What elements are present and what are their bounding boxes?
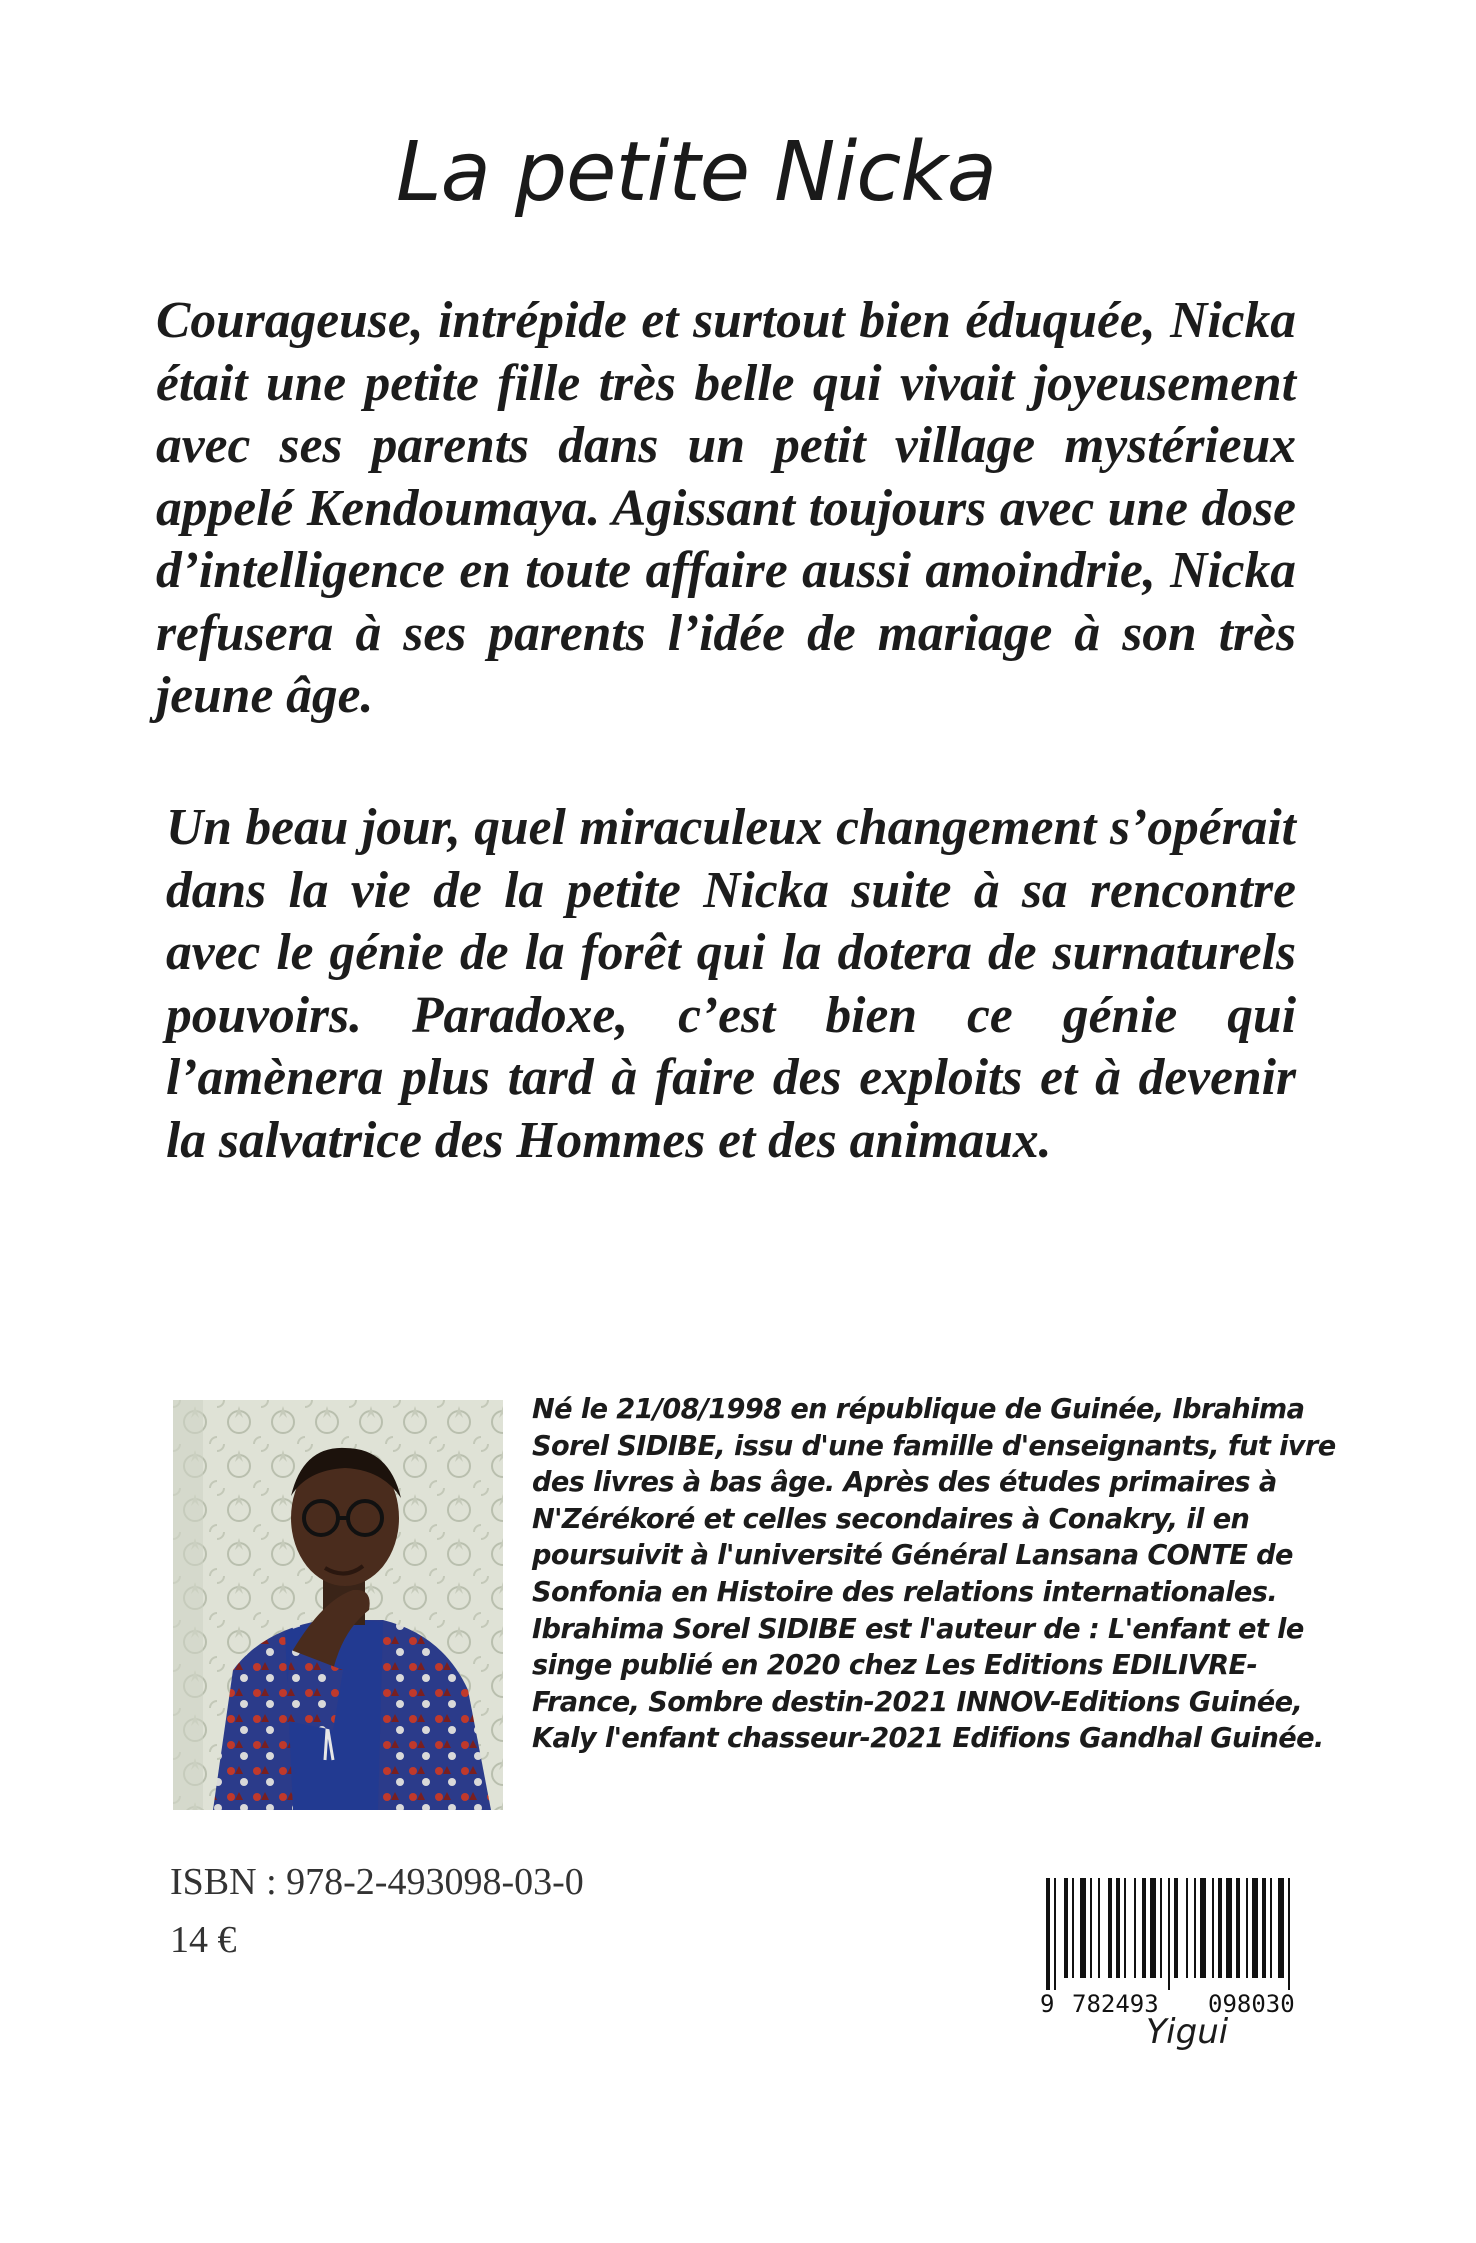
barcode-bar [1212,1878,1214,1978]
barcode-bar [1186,1878,1188,1978]
barcode-digit-lead: 9 [1040,1990,1055,2018]
barcode-bar [1064,1878,1068,1978]
barcode-bar [1174,1878,1178,1978]
barcode-bar [1200,1878,1206,1978]
barcode-bar [1252,1878,1258,1978]
barcode-bar [1150,1878,1156,1978]
barcode-bar [1168,1878,1170,1990]
synopsis-paragraph-2: Un beau jour, quel miraculeux changement s’opérait dans la vie de la petite Nicka suite à sa rencontre avec le génie de la forêt qui la dotera de surnaturels pouvoirs. Paradoxe, c’est bien ce génie qui l’amènera plus tard à faire des exploits et à devenir la salvatrice des Hommes et des animaux. [166,799,1296,1169]
barcode-bar [1116,1878,1120,1978]
author-photo [173,1400,503,1810]
barcode-bar [1046,1878,1050,1990]
price-label: 14 € [170,1919,237,1961]
barcode-bar [1090,1878,1092,1978]
barcode-bar [1080,1878,1086,1978]
barcode-bar [1288,1878,1290,1990]
barcode-bar [1054,1878,1056,1990]
barcode [1040,1878,1328,1992]
barcode-bar [1194,1878,1196,1978]
barcode-bar [1108,1878,1112,1978]
barcode-bar [1124,1878,1126,1978]
barcode-digit-group-right: 098030 [1208,1990,1295,2018]
barcode-bar [1278,1878,1284,1978]
barcode-bar [1246,1878,1248,1978]
author-bio: Né le 21/08/1998 en république de Guinée, Ibrahima Sorel SIDIBE, issu d'une famille d'enseignants, fut ivre des livres à bas âge. Après des études primaires à N'Zérékoré et celles secondaires à Conakry, il en poursuivit à l'université Général Lansana CONTE de Sonfonia en Histoire des relations internationales. Ibrahima Sorel SIDIBE est l'auteur de : L'enfant et le singe publié en 2020 chez Les Editions EDILIVRE-France, Sombre destin-2021 INNOV-Editions Guinée, Kaly l'enfant chasseur-2021 Edifions Gandhal Guinée. [532,1394,1336,1755]
isbn-label: ISBN : 978-2-493098-03-0 [170,1861,584,1903]
barcode-bar [1160,1878,1162,1978]
barcode-bar [1226,1878,1232,1978]
barcode-digit-group-left: 782493 [1072,1990,1159,2018]
barcode-bars [1040,1878,1328,1992]
author-portrait-illustration [173,1400,503,1810]
barcode-bar [1134,1878,1136,1978]
barcode-bar [1270,1878,1272,1978]
book-title: La petite Nicka [396,125,997,220]
synopsis-paragraph-1: Courageuse, intrépide et surtout bien éduquée, Nicka était une petite fille très belle qui vivait joyeusement avec ses parents dans un petit village mystérieux appelé Kendoumaya. Agissant toujours avec une dose d’intelligence en toute affaire aussi amoindrie, Nicka refusera à ses parents l’idée de mariage à son très jeune âge. [156,292,1296,724]
barcode-bar [1236,1878,1240,1978]
barcode-bar [1142,1878,1146,1978]
barcode-bar [1072,1878,1074,1978]
barcode-bar [1262,1878,1266,1978]
barcode-bar [1218,1878,1222,1978]
barcode-bar [1098,1878,1100,1978]
publisher-name: Yigui [1146,2012,1229,2052]
